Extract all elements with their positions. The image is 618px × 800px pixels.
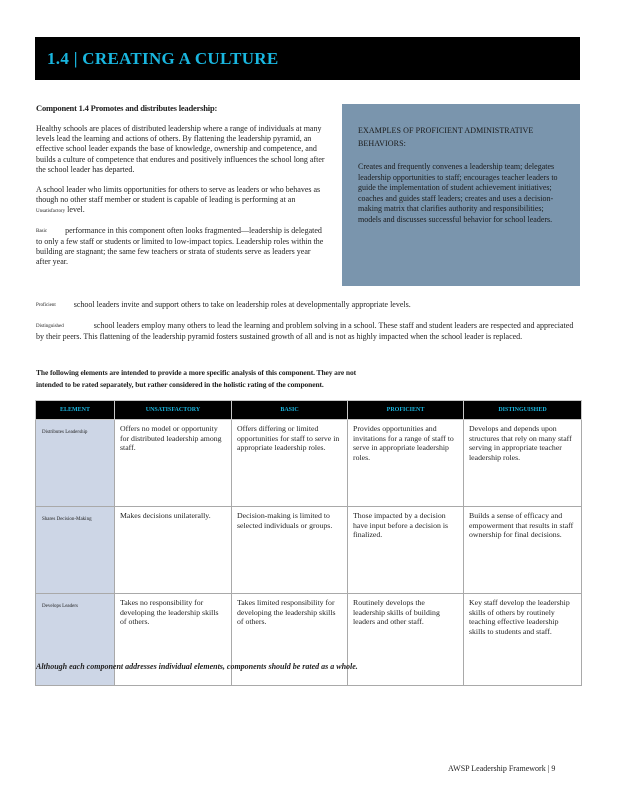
table-cell: Offers differing or limited opportunities for staff to serve in appropriate leadership roles. xyxy=(232,420,348,507)
section-banner xyxy=(35,37,580,80)
header-basic: BASIC xyxy=(232,401,348,420)
table-cell: Takes no responsibility for developing the leadership skills of others. xyxy=(115,594,232,686)
component-heading: Component 1.4 Promotes and distributes leadership: xyxy=(36,103,218,113)
unsatisfactory-text-a: A school leader who limits opportunities for others to serve as leaders or who behaves as though no other staff member or student is capable of leading is performing at an xyxy=(36,185,321,205)
table-row xyxy=(36,420,582,507)
proficient-label: Proficient xyxy=(36,303,56,308)
unsatisfactory-text-b: level. xyxy=(67,205,85,215)
element-cell: Develops Leaders xyxy=(36,594,115,686)
header-distinguished: DISTINGUISHED xyxy=(464,401,582,420)
section-title: 1.4 | CREATING A CULTURE xyxy=(47,48,279,68)
intro-text xyxy=(36,124,326,277)
element-cell: Shares Decision-Making xyxy=(36,507,115,594)
unsatisfactory-paragraph xyxy=(36,185,326,218)
sidebar-heading: EXAMPLES OF PROFICIENT ADMINISTRATIVE BEHAVIORS: xyxy=(358,126,534,148)
table-row xyxy=(36,507,582,594)
rubric-table xyxy=(35,400,582,686)
table-cell: Key staff develop the leadership skills of others by routinely teaching effective leadership skills to students and staff. xyxy=(464,594,582,686)
sidebar-text: Creates and frequently convenes a leadership team; delegates leadership opportunities to staff; encourages teacher leaders to guide the implementation of student achievement initiatives; coaches and guides staff leaders; creates and uses a decision-making matrix that clarifies authority and responsibilities; models and discusses successful behavior for school leaders. xyxy=(358,162,558,224)
footnote: Although each component addresses individual elements, components should be rated as a whole. xyxy=(36,662,358,671)
element-cell: Distributes Leadership xyxy=(36,420,115,507)
table-cell: Decision-making is limited to selected individuals or groups. xyxy=(232,507,348,594)
table-header-row xyxy=(36,401,582,420)
unsatisfactory-label: Unsatisfactory xyxy=(36,209,66,215)
distinguished-label: Distinguished xyxy=(36,324,64,329)
distinguished-paragraph xyxy=(36,321,581,342)
table-cell: Those impacted by a decision have input before a decision is finalized. xyxy=(348,507,464,594)
header-unsatisfactory: UNSATISFACTORY xyxy=(115,401,232,420)
basic-paragraph xyxy=(36,226,326,268)
table-row xyxy=(36,594,582,686)
examples-sidebar xyxy=(342,104,580,286)
table-cell: Builds a sense of efficacy and empowerment that results in staff ownership for final decisions. xyxy=(464,507,582,594)
table-cell: Provides opportunities and invitations for a range of staff to serve in appropriate leadership roles. xyxy=(348,420,464,507)
basic-text: performance in this component often looks fragmented—leadership is delegated to only a few staff or students or limited to low-impact topics. Leadership roles within the building are stagnant; the same few teachers or strata of students serve as leaders year after year. xyxy=(36,225,324,267)
proficient-text: school leaders invite and support others to take on leadership roles at developmentally appropriate levels. xyxy=(73,300,411,309)
page-number: | 9 xyxy=(547,764,556,773)
page-footer xyxy=(448,764,555,773)
table-cell: Makes decisions unilaterally. xyxy=(115,507,232,594)
table-cell: Takes limited responsibility for developing the leadership skills of others. xyxy=(232,594,348,686)
distinguished-text: school leaders employ many others to lead the learning and problem solving in a school. These staff and student leaders are respected and appreciated by their peers. This flattening of the leadership pyramid fosters sustained growth of all and is not as highly impacted when the school leader is replaced. xyxy=(36,321,574,342)
basic-label: Basic xyxy=(36,228,48,234)
proficient-paragraph xyxy=(36,300,581,311)
footer-text: AWSP Leadership Framework xyxy=(448,764,546,773)
intro-paragraph: Healthy schools are places of distributed leadership where a range of individuals at many levels lead the learning and actions of others. By flattening the leadership pyramid, an effective school leader expands the base of knowledge, ownership and competence, and builds a culture of competence that endures and positively influences the school long after the school leader has departed. xyxy=(36,124,325,174)
table-cell: Develops and depends upon structures that rely on many staff serving in appropriate teacher leadership roles. xyxy=(464,420,582,507)
table-cell: Offers no model or opportunity for distributed leadership among staff. xyxy=(115,420,232,507)
table-cell: Routinely develops the leadership skills of building leaders and other staff. xyxy=(348,594,464,686)
elements-note: The following elements are intended to provide a more specific analysis of this component. They are not intended to be rated separately, but rather considered in the holistic rating of the component. xyxy=(36,368,357,389)
header-proficient: PROFICIENT xyxy=(348,401,464,420)
header-element: ELEMENT xyxy=(36,401,115,420)
